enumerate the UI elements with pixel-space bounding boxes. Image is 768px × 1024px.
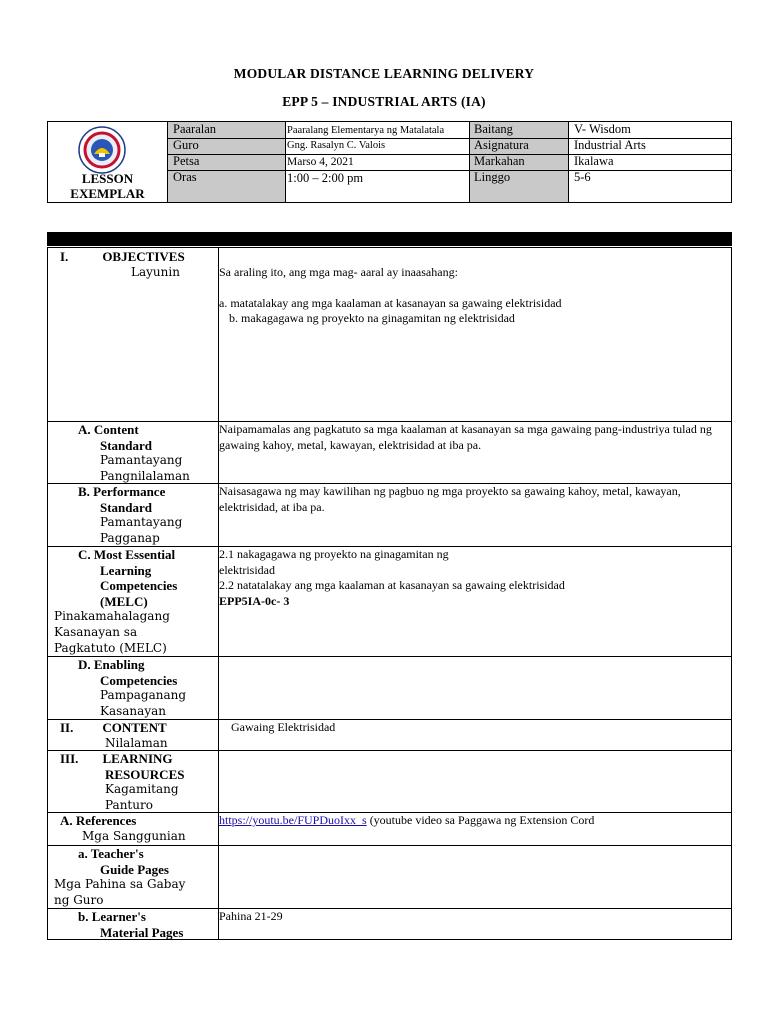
content-value: Gawaing Elektrisidad <box>231 720 336 734</box>
enabling-competencies-label: D. Enabling Competencies Pampaganang Kasanayan <box>78 657 187 718</box>
youtube-reference-link[interactable]: https://youtu.be/FUPDuoIxx_s <box>219 813 367 827</box>
performance-standard-value: Naisasagawa ng may kawilihan ng pagbuo ng mga proyekto sa gawaing kahoy, metal, kawayan, elektrisidad, at iba pa. <box>219 484 681 514</box>
lesson-exemplar-label: LESSON EXEMPLAR <box>70 171 145 201</box>
learning-resources-label: III. LEARNING RESOURCES Kagamitang Panturo <box>60 751 185 812</box>
document-title: MODULAR DISTANCE LEARNING DELIVERY <box>233 66 535 81</box>
learners-material-label: b. Learner's Material Pages <box>78 909 184 940</box>
document-subtitle: EPP 5 – INDUSTRIAL ARTS (IA) <box>282 94 486 109</box>
objectives-label: I. OBJECTIVES Layunin <box>60 249 185 279</box>
content-standard-value: Naipamamalas ang pagkatuto sa mga kaalaman at kasanayan sa mga gawaing pang-industriya tulad ng gawaing kahoy, metal, kawayan, elektrisidad at iba pa. <box>219 422 712 452</box>
content-label: II. CONTENT Nilalaman <box>60 720 168 750</box>
petsa-label: Petsa <box>173 154 200 168</box>
paaralan-label: Paaralan <box>173 122 217 136</box>
performance-standard-label: B. Performance Standard Pamantayang Pagganap <box>78 484 183 545</box>
linggo-label: Linggo <box>474 170 511 184</box>
teachers-guide-label: a. Teacher's Guide Pages Mga Pahina sa Gabay ng Guro <box>54 846 186 907</box>
linggo-value: 5-6 <box>574 170 591 184</box>
petsa-value: Marso 4, 2021 <box>287 156 354 168</box>
section-divider-bar <box>47 232 732 246</box>
guro-label: Guro <box>173 138 199 152</box>
guro-value: Gng. Rasalyn C. Valois <box>287 140 386 151</box>
baitang-value: V- Wisdom <box>574 122 631 136</box>
learners-material-value: Pahina 21-29 <box>219 909 283 923</box>
paaralan-value: Paaralang Elementarya ng Matalatala <box>287 125 445 136</box>
baitang-label: Baitang <box>474 122 513 136</box>
lesson-info-table <box>47 121 732 203</box>
asignatura-label: Asignatura <box>474 138 529 152</box>
markahan-value: Ikalawa <box>574 154 614 168</box>
melc-label: C. Most Essential Learning Competencies (MELC) Pinakamahalagang Kasanayan sa Pagkatuto (MELC) <box>54 547 178 655</box>
melc-value: 2.1 nakagagawa ng proyekto na ginagamitan ng elektrisidad 2.2 natatalakay ang mga kaalaman at kasanayan sa gawaing elektrisidad EPP5IA-0c- 3 <box>219 547 565 608</box>
markahan-label: Markahan <box>474 154 525 168</box>
lesson-plan-table <box>47 247 732 940</box>
oras-label: Oras <box>173 170 197 184</box>
references-value: https://youtu.be/FUPDuoIxx_s (youtube video sa Paggawa ng Extension Cord <box>219 813 595 827</box>
objectives-value: Sa araling ito, ang mga mag- aaral ay inaasahang: a. matatalakay ang mga kaalaman at kasanayan sa gawaing elektrisidad b. makagagawa ng proyekto na ginagamitan ng elektrisidad <box>219 265 562 326</box>
content-standard-label: A. Content Standard Pamantayang Pangnilalaman <box>78 422 190 483</box>
references-label: A. References Mga Sanggunian <box>60 813 186 843</box>
asignatura-value: Industrial Arts <box>574 138 646 152</box>
division-of-laguna-seal-icon <box>78 126 126 174</box>
melc-code: EPP5IA-0c- 3 <box>219 593 290 608</box>
oras-value: 1:00 – 2:00 pm <box>287 171 364 185</box>
